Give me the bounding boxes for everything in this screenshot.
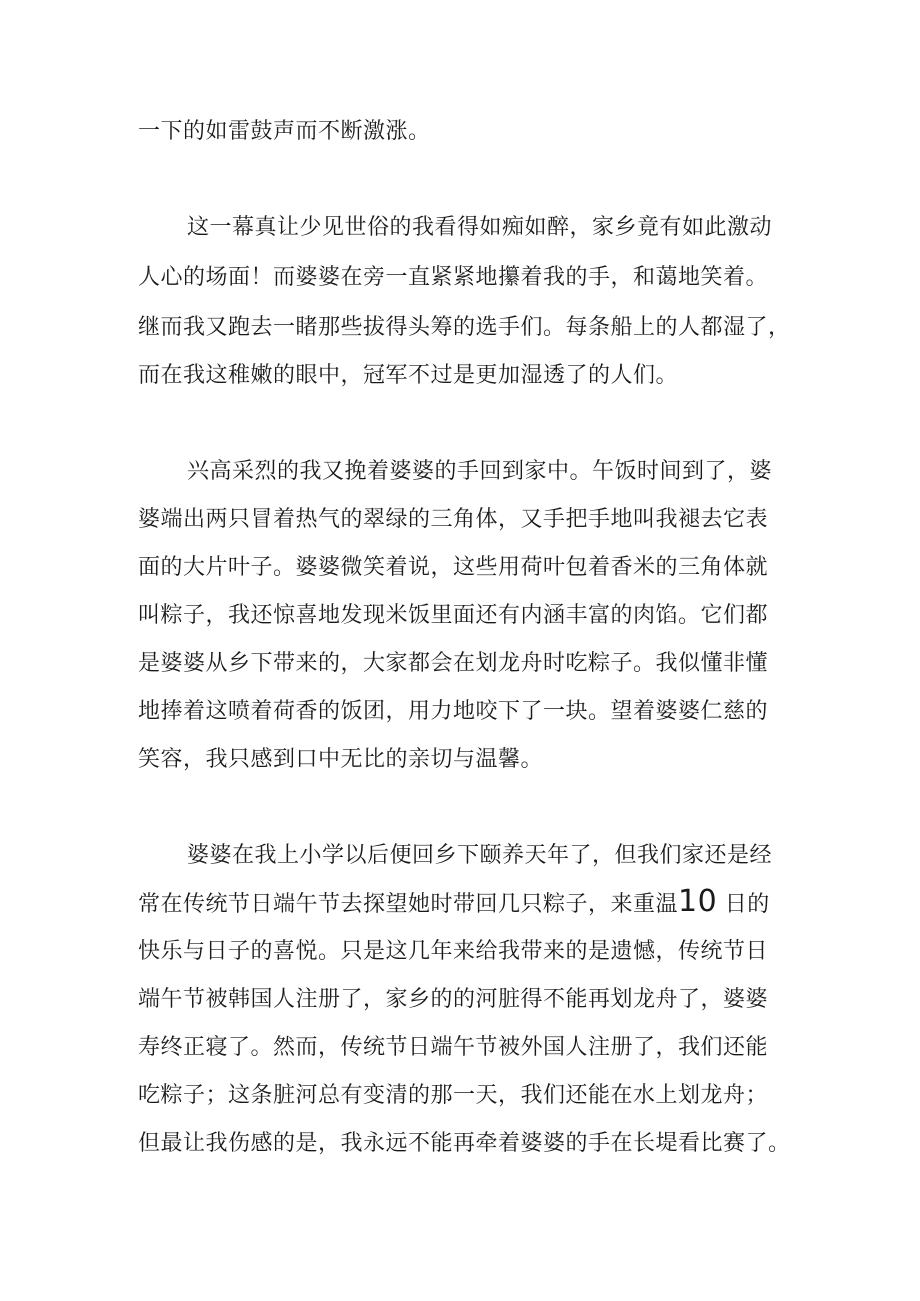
paragraph-4-line-5: 寿终正寝了。然而，传统节日端午节被外国人注册了，我们还能 xyxy=(138,1035,769,1060)
paragraph-4-line-2-text: 常在传统节日端午节去探望她时带回几只粽子，来重温 xyxy=(138,892,679,917)
paragraph-2-line-2: 人心的场面！而婆婆在旁一直紧紧地攥着我的手，和蔼地笑着。 xyxy=(138,265,769,290)
paragraph-3-line-3: 面的大片叶子。婆婆微笑着说，这些用荷叶包着香米的三角体就 xyxy=(138,555,769,580)
paragraph-3-line-4: 叫粽子，我还惊喜地发现米饭里面还有内涵丰富的肉馅。它们都 xyxy=(138,603,769,628)
paragraph-3-line-7: 笑容，我只感到口中无比的亲切与温馨。 xyxy=(138,747,544,772)
paragraph-2-line-4: 而在我这稚嫩的眼中，冠军不过是更加湿透了的人们。 xyxy=(138,363,679,388)
paragraph-3-line-2: 婆端出两只冒着热气的翠绿的三角体，又手把手地叫我褪去它表 xyxy=(138,507,769,532)
paragraph-4-line-1: 婆婆在我上小学以后便回乡下颐养天年了，但我们家还是经 xyxy=(187,843,773,868)
paragraph-4-line-3: 快乐与日子的喜悦。只是这几年来给我带来的是遗憾，传统节日 xyxy=(138,939,769,964)
paragraph-4-line-2 xyxy=(0,882,920,922)
paragraph-4-line-7: 但最让我伤感的是，我永远不能再牵着婆婆的手在长堤看比赛了。 xyxy=(138,1131,791,1156)
paragraph-3-line-5: 是婆婆从乡下带来的，大家都会在划龙舟时吃粽子。我似懂非懂 xyxy=(138,651,769,676)
paragraph-1-line-1: 一下的如雷鼓声而不断激涨。 xyxy=(138,119,431,144)
inline-number: 10 xyxy=(678,884,718,919)
paragraph-3-line-6: 地捧着这喷着荷香的饭团，用力地咬下了一块。望着婆婆仁慈的 xyxy=(138,699,769,724)
paragraph-3-line-1: 兴高采烈的我又挽着婆婆的手回到家中。午饭时间到了，婆 xyxy=(187,459,773,484)
paragraph-4-line-6: 吃粽子；这条脏河总有变清的那一天，我们还能在水上划龙舟； xyxy=(138,1083,769,1108)
paragraph-2-line-1: 这一幕真让少见世俗的我看得如痴如醉，家乡竟有如此激动 xyxy=(187,215,773,240)
inline-suffix: 日的 xyxy=(717,892,770,917)
paragraph-4-line-4: 端午节被韩国人注册了，家乡的的河脏得不能再划龙舟了，婆婆 xyxy=(138,987,769,1012)
paragraph-2-line-3: 继而我又跑去一睹那些拔得头筹的选手们。每条船上的人都湿了， xyxy=(138,315,791,340)
